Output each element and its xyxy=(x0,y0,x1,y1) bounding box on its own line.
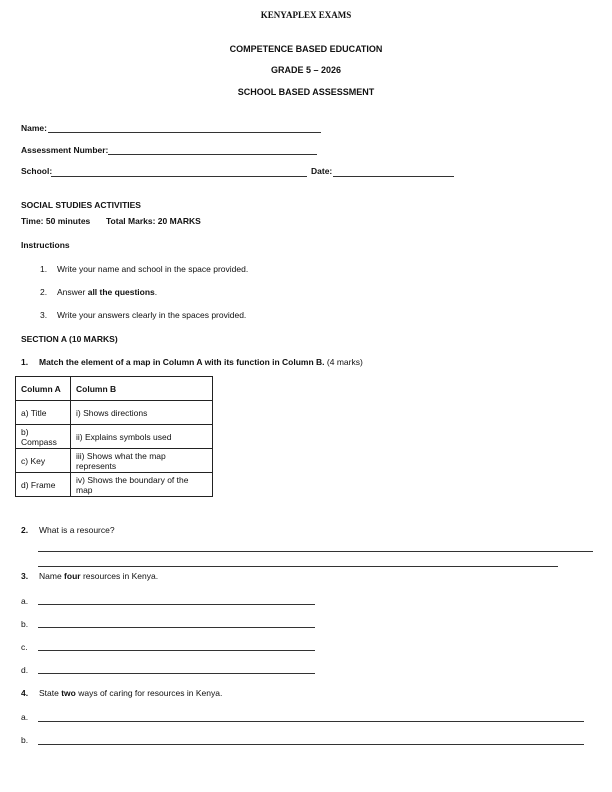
table-header-row xyxy=(16,377,213,401)
q2-answer-line-1[interactable] xyxy=(38,551,593,552)
instruction-1-number: 1. xyxy=(40,264,48,274)
instructions-heading: Instructions xyxy=(21,240,70,250)
column-a-cell: d) Frame xyxy=(16,473,71,497)
q3-label-a: a. xyxy=(21,596,29,606)
matching-table xyxy=(15,376,213,497)
q3-answer-line-c[interactable] xyxy=(38,650,315,651)
column-a-header: Column A xyxy=(16,377,71,401)
header-line-2: GRADE 5 – 2026 xyxy=(270,65,342,75)
q1-text: Match the element of a map in Column A with its function in Column B. (4 marks) xyxy=(39,357,363,367)
school-input-line[interactable] xyxy=(51,176,307,177)
instruction-2-text: Answer all the questions. xyxy=(57,287,158,297)
column-a-cell: c) Key xyxy=(16,449,71,473)
name-label: Name: xyxy=(21,123,47,133)
column-a-cell: b) Compass xyxy=(16,425,71,449)
q4-text: State two ways of caring for resources in Kenya. xyxy=(39,688,223,698)
column-b-cell: iv) Shows the boundary of the map xyxy=(71,473,213,497)
date-input-line[interactable] xyxy=(333,176,454,177)
q3-number: 3. xyxy=(21,571,29,581)
q3-answer-line-b[interactable] xyxy=(38,627,315,628)
section-a-heading: SECTION A (10 MARKS) xyxy=(21,334,118,344)
column-b-cell: ii) Explains symbols used xyxy=(71,425,213,449)
name-input-line[interactable] xyxy=(48,132,321,133)
date-label: Date: xyxy=(311,166,333,176)
q2-answer-line-2[interactable] xyxy=(38,566,558,567)
assessment-number-input-line[interactable] xyxy=(108,154,317,155)
subject-title: SOCIAL STUDIES ACTIVITIES xyxy=(21,200,141,210)
q3-label-c: c. xyxy=(21,642,28,652)
column-b-cell: iii) Shows what the map represents xyxy=(71,449,213,473)
column-b-cell: i) Shows directions xyxy=(71,401,213,425)
exam-org: KENYAPLEX EXAMS xyxy=(260,10,352,20)
instruction-1-text: Write your name and school in the space provided. xyxy=(57,264,249,274)
subject-time: Time: 50 minutes xyxy=(21,216,91,226)
q4-answer-line-b[interactable] xyxy=(38,744,584,745)
instruction-3-number: 3. xyxy=(40,310,48,320)
q4-number: 4. xyxy=(21,688,29,698)
q3-answer-line-d[interactable] xyxy=(38,673,315,674)
q4-label-a: a. xyxy=(21,712,29,722)
table-row xyxy=(16,473,213,497)
q4-answer-line-a[interactable] xyxy=(38,721,584,722)
q3-label-d: d. xyxy=(21,665,29,675)
column-a-cell: a) Title xyxy=(16,401,71,425)
q2-text: What is a resource? xyxy=(39,525,115,535)
instruction-3-text: Write your answers clearly in the spaces provided. xyxy=(57,310,247,320)
table-row xyxy=(16,401,213,425)
q3-label-b: b. xyxy=(21,619,29,629)
assessment-number-label: Assessment Number: xyxy=(21,145,109,155)
header-line-3: SCHOOL BASED ASSESSMENT xyxy=(237,87,375,97)
header-line-1: COMPETENCE BASED EDUCATION xyxy=(229,44,383,54)
q3-text: Name four resources in Kenya. xyxy=(39,571,159,581)
q3-answer-line-a[interactable] xyxy=(38,604,315,605)
table-row xyxy=(16,449,213,473)
q4-label-b: b. xyxy=(21,735,29,745)
subject-total-marks: Total Marks: 20 MARKS xyxy=(106,216,201,226)
school-label: School: xyxy=(21,166,53,176)
q1-number: 1. xyxy=(21,357,29,367)
instruction-2-number: 2. xyxy=(40,287,48,297)
q2-number: 2. xyxy=(21,525,29,535)
table-row xyxy=(16,425,213,449)
column-b-header: Column B xyxy=(71,377,213,401)
